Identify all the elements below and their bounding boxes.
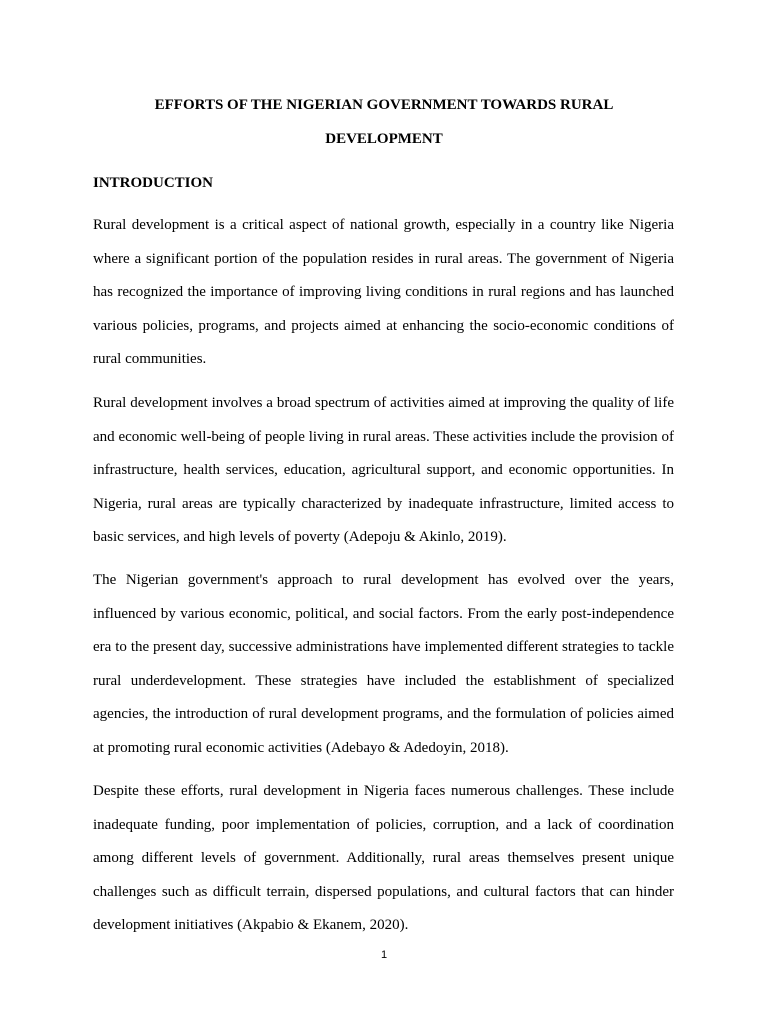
section-heading-introduction: INTRODUCTION: [93, 175, 214, 191]
paragraph-4: Despite these efforts, rural development in Nigeria faces numerous challenges. These include inadequate funding, poor implementation of policies, corruption, and a lack of coordination among different levels of government. Additionally, rural areas themselves present unique challenges such as difficult terrain, dispersed populations, and cultural factors that can hinder development initiatives (Akpabio & Ekanem, 2020).: [93, 783, 674, 933]
paragraph-2: Rural development involves a broad spectrum of activities aimed at improving the quality of life and economic well-being of people living in rural areas. These activities include the provision of infrastructure, health services, education, agricultural support, and economic opportunities. In Nigeria, rural areas are typically characterized by inadequate infrastructure, limited access to basic services, and high levels of poverty (Adepoju & Akinlo, 2019).: [93, 395, 674, 545]
document-title-line-2: DEVELOPMENT: [325, 131, 443, 147]
paragraph-1: Rural development is a critical aspect of national growth, especially in a country like Nigeria where a significant portion of the population resides in rural areas. The government of Nigeria has recognized the importance of improving living conditions in rural regions and has launched various policies, programs, and projects aimed at enhancing the socio-economic conditions of rural communities.: [93, 217, 674, 367]
paragraph-3: The Nigerian government's approach to rural development has evolved over the years, influenced by various economic, political, and social factors. From the early post-independence era to the present day, successive administrations have implemented different strategies to tackle rural underdevelopment. These strategies have included the establishment of specialized agencies, the introduction of rural development programs, and the formulation of policies aimed at promoting rural economic activities (Adebayo & Adedoyin, 2018).: [93, 572, 674, 756]
page-number: 1: [380, 949, 388, 961]
document-title-line-1: EFFORTS OF THE NIGERIAN GOVERNMENT TOWARDS RURAL: [154, 97, 614, 113]
